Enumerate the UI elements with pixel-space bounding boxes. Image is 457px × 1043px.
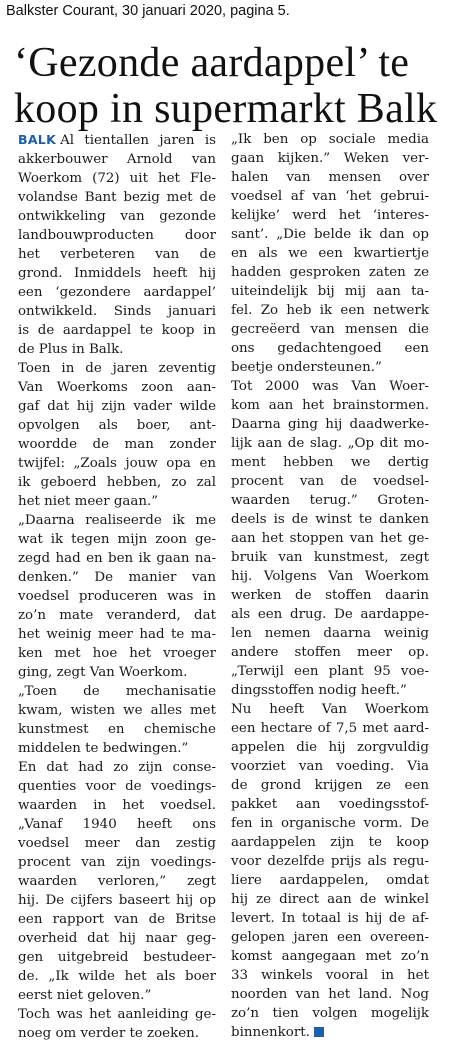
text-line: [18, 302, 216, 321]
text-line-content: de. „Ik wilde het als boer: [18, 969, 216, 984]
text-line-content: de grond krijgen ze een: [231, 778, 429, 793]
text-line: [231, 377, 429, 396]
dateline: BALK: [18, 132, 57, 147]
text-line-content: ontwikkeling van gezonde: [18, 209, 216, 224]
text-line: [231, 339, 429, 358]
text-line-content: gaf dat hij zijn vader wilde: [18, 399, 216, 414]
text-line: [231, 643, 429, 662]
text-line-content: Toen in de jaren zeventig: [18, 361, 216, 376]
text-line-content: zo’n mate veranderd, dat: [18, 608, 216, 623]
text-line-content: ons gedachtengoed een: [231, 341, 429, 356]
text-line: [231, 130, 429, 149]
text-line-content: woordde de man zonder: [18, 437, 216, 452]
text-line-content: „Vanaf 1940 heeft ons: [18, 817, 216, 832]
text-line: [18, 929, 216, 948]
text-line: [18, 834, 216, 853]
text-line: [18, 701, 216, 720]
text-line: [18, 1005, 216, 1024]
text-line-content: beetje ondersteunen.”: [231, 360, 382, 375]
text-line-content: „Terwijl een plant 95 voe-: [231, 664, 429, 679]
headline: [14, 40, 454, 132]
text-line-content: gelopen jaren een overeen-: [231, 930, 429, 945]
text-line: [18, 853, 216, 872]
text-line: [18, 644, 216, 663]
text-line: [231, 472, 429, 491]
text-line: [231, 700, 429, 719]
text-line: [231, 871, 429, 890]
text-line-content: opvolgen als boer, ant-: [18, 418, 216, 433]
text-line: [18, 511, 216, 530]
text-line-content: is de aardappel te koop in: [18, 323, 216, 338]
text-line: [231, 149, 429, 168]
text-line-content: liere aardappelen, omdat: [231, 873, 429, 888]
text-line-content: ging, zegt Van Woerkom.: [18, 665, 188, 680]
text-line-content: ik geboerd hebben, zo zal: [18, 475, 216, 490]
text-line: [18, 682, 216, 701]
text-line-content: hij. De cijfers baseert hij op: [18, 893, 216, 908]
text-line: [231, 301, 429, 320]
text-line-content: hij ze direct aan de winkel: [231, 892, 429, 907]
text-line-content: en als we een kwartiertje: [231, 246, 429, 261]
text-line: [18, 169, 216, 188]
text-line-content: het verbeteren van de: [18, 247, 216, 262]
text-line-content: waarden verloren,” zegt: [18, 874, 216, 889]
text-line: [18, 397, 216, 416]
text-line-content: Nu heeft Van Woerkom: [231, 702, 429, 717]
text-line-content: een rapport van de Britse: [18, 912, 216, 927]
text-line: [18, 530, 216, 549]
text-line-content: waarden terug.” Groten-: [231, 493, 429, 508]
text-line: [18, 587, 216, 606]
text-line-content: kunstmest en chemische: [18, 722, 216, 737]
text-line-content: len nemen daarna weinig: [231, 626, 429, 641]
text-line-content: middelen te bedwingen.”: [18, 741, 189, 756]
text-line: [231, 947, 429, 966]
text-line-content: procent van de voedsel-: [231, 474, 429, 489]
text-line: [231, 833, 429, 852]
text-line: [18, 188, 216, 207]
text-line: [18, 872, 216, 891]
text-line: [18, 473, 216, 492]
text-line: [231, 396, 429, 415]
text-line: [18, 207, 216, 226]
text-line: [18, 378, 216, 397]
text-line-content: uiteindelijk bij mij aan ta-: [231, 284, 429, 299]
text-line: [231, 206, 429, 225]
text-line: [231, 168, 429, 187]
text-line: [18, 758, 216, 777]
text-line-content: een ‘gezondere aardappel’: [18, 285, 216, 300]
text-line-content: voedsel produceren was in: [18, 589, 216, 604]
text-line: [18, 130, 216, 150]
text-line: [231, 1023, 429, 1042]
text-line-content: volandse Bant bezig met de: [18, 190, 216, 205]
text-line: [231, 928, 429, 947]
headline-line: ‘Gezonde aardappel’ te: [14, 40, 410, 86]
text-line-content: „Toen de mechanisatie: [18, 684, 216, 699]
text-line-content: ment hebben we dertig: [231, 455, 429, 470]
text-line-content: lijk aan de slag. „Op dit mo-: [231, 436, 429, 451]
text-line: [231, 510, 429, 529]
text-line: [18, 720, 216, 739]
text-line-content: Toch was het aanleiding ge-: [18, 1007, 216, 1022]
text-line-content: Tot 2000 was Van Woer-: [231, 379, 429, 394]
text-line-content: „Daarna realiseerde ik me: [18, 513, 216, 528]
text-line-content: zo’n tien volgen mogelijk: [231, 1006, 429, 1021]
text-line: [231, 795, 429, 814]
text-line: [18, 435, 216, 454]
text-line-content: kom aan het brainstormen.: [231, 398, 429, 413]
text-line-content: binnenkort.: [231, 1025, 310, 1040]
text-line-content: het weinig meer had te ma-: [18, 627, 216, 642]
text-line-content: landbouwproducten door: [18, 228, 216, 243]
text-line-content: overheid dat hij naar geg-: [18, 931, 216, 946]
text-line: [18, 454, 216, 473]
text-line: [18, 226, 216, 245]
end-mark-icon: [314, 1027, 324, 1037]
text-line: [231, 681, 429, 700]
text-line-content: twijfel: „Zoals jouw opa en: [18, 456, 216, 471]
text-line: [231, 320, 429, 339]
text-line-content: de Plus in Balk.: [18, 342, 124, 357]
text-line: [231, 757, 429, 776]
source-line: Balkster Courant, 30 januari 2020, pagina 5.: [6, 3, 290, 19]
text-line: [231, 225, 429, 244]
text-line: [231, 909, 429, 928]
text-line: [231, 662, 429, 681]
text-line-content: En dat had zo zijn conse-: [18, 760, 216, 775]
text-line-content: kwam, wisten we alles met: [18, 703, 216, 718]
text-line-content: ontwikkeld. Sinds januari: [18, 304, 216, 319]
text-line: [231, 434, 429, 453]
text-line: [18, 359, 216, 378]
text-line: [231, 719, 429, 738]
text-line-content: procent van zijn voedings-: [18, 855, 216, 870]
text-line: [18, 815, 216, 834]
text-line-content: Daarna ging hij daadwerke-: [231, 417, 429, 432]
text-line: [231, 415, 429, 434]
text-line: [18, 796, 216, 815]
text-line: [231, 814, 429, 833]
text-line-content: fel. Zo heb ik een netwerk: [231, 303, 429, 318]
text-line: [231, 966, 429, 985]
text-line-content: appelen die hij zorgvuldig: [231, 740, 429, 755]
text-line-content: ken met hoe het vroeger: [18, 646, 216, 661]
text-line: [18, 416, 216, 435]
text-line-content: gen uitgebreid bestudeer-: [18, 950, 216, 965]
text-line: [231, 453, 429, 472]
text-line: [231, 624, 429, 643]
text-line: [18, 150, 216, 169]
text-line-content: kelijke’ werd het ‘interes-: [231, 208, 429, 223]
text-line: [18, 663, 216, 682]
text-line: [18, 606, 216, 625]
text-line-content: waarden in het voedsel.: [18, 798, 216, 813]
text-line-content: wat ik tegen mijn zoon ge-: [18, 532, 216, 547]
text-line-content: dingsstoffen nodig heeft.”: [231, 683, 407, 698]
headline-line: koop in supermarkt Balk: [14, 86, 438, 132]
text-line: [231, 529, 429, 548]
text-line: [231, 738, 429, 757]
text-line-content: halen van mensen over: [231, 170, 429, 185]
text-line: [18, 264, 216, 283]
text-line: [231, 852, 429, 871]
text-line-content: voedsel af van ‘het gebrui-: [231, 189, 429, 204]
text-line-content: bruik van kunstmest, zegt: [231, 550, 429, 565]
text-line-content: het niet meer gaan.”: [18, 494, 159, 509]
text-line-content: andere stoffen meer op.: [231, 645, 429, 660]
text-line: [18, 891, 216, 910]
text-line: [18, 777, 216, 796]
text-line-content: sant’. „Die belde ik dan op: [231, 227, 429, 242]
text-line: [231, 282, 429, 301]
text-line: [231, 244, 429, 263]
text-line: [18, 948, 216, 967]
text-line: [18, 492, 216, 511]
article-column-right: [231, 130, 429, 1042]
text-line: [18, 910, 216, 929]
text-line: [18, 625, 216, 644]
text-line: [231, 263, 429, 282]
text-line: [18, 340, 216, 359]
text-line-content: aardappelen zijn te koop: [231, 835, 429, 850]
text-line-content: voorziet van voeding. Via: [231, 759, 429, 774]
text-line-content: levert. In totaal is hij de af-: [231, 911, 429, 926]
text-line-content: fen in organische vorm. De: [231, 816, 429, 831]
text-line: [18, 967, 216, 986]
text-line-content: zegd had en ben ik gaan na-: [18, 551, 216, 566]
text-line-content: komst aangegaan met zo’n: [231, 949, 429, 964]
text-line-content: als een drug. De aardappe-: [231, 607, 429, 622]
text-line: [231, 187, 429, 206]
text-line: [231, 985, 429, 1004]
text-line: [231, 890, 429, 909]
text-line: [18, 568, 216, 587]
text-line: [18, 245, 216, 264]
text-line: [18, 1024, 216, 1043]
text-line-content: Woerkom (72) uit het Fle-: [18, 171, 216, 186]
text-line-content: een hectare of 7,5 met aard-: [231, 721, 429, 736]
text-line-content: hadden gesproken zaten ze: [231, 265, 429, 280]
text-line-content: Al tientallen jaren is: [60, 133, 216, 148]
text-line: [18, 986, 216, 1005]
text-line: [231, 1004, 429, 1023]
text-line-content: werken de stoffen daarin: [231, 588, 429, 603]
text-line-content: 33 winkels vooral in het: [231, 968, 429, 983]
text-line-content: noorden van het land. Nog: [231, 987, 429, 1002]
text-line-content: pakket aan voedingsstof-: [231, 797, 429, 812]
text-line-content: grond. Inmiddels heeft hij: [18, 266, 216, 281]
text-line-content: deels is de winst te danken: [231, 512, 429, 527]
text-line: [18, 549, 216, 568]
text-line-content: voedsel meer dan zestig: [18, 836, 216, 851]
text-line: [18, 321, 216, 340]
text-line: [231, 586, 429, 605]
text-line-content: denken.” De manier van: [18, 570, 216, 585]
text-line-content: aan het stoppen van het ge-: [231, 531, 429, 546]
text-line: [18, 739, 216, 758]
text-line: [231, 776, 429, 795]
text-line-content: gecreëerd van mensen die: [231, 322, 429, 337]
text-line-content: noeg om verder te zoeken.: [18, 1026, 200, 1041]
text-line: [231, 491, 429, 510]
text-line: [231, 605, 429, 624]
text-line-content: voor dezelfde prijs als regu-: [231, 854, 429, 869]
text-line-content: hij. Volgens Van Woerkom: [231, 569, 429, 584]
text-line: [231, 358, 429, 377]
text-line: [231, 567, 429, 586]
text-line-content: quenties voor de voedings-: [18, 779, 216, 794]
text-line-content: akkerbouwer Arnold van: [18, 152, 216, 167]
text-line-content: eerst niet geloven.”: [18, 988, 152, 1003]
text-line-content: gaan kijken.” Weken ver-: [231, 151, 429, 166]
article-column-left: [18, 130, 216, 1043]
text-line: [231, 548, 429, 567]
text-line-content: Van Woerkoms zoon aan-: [18, 380, 216, 395]
text-line: [18, 283, 216, 302]
text-line-content: „Ik ben op sociale media: [231, 132, 429, 147]
